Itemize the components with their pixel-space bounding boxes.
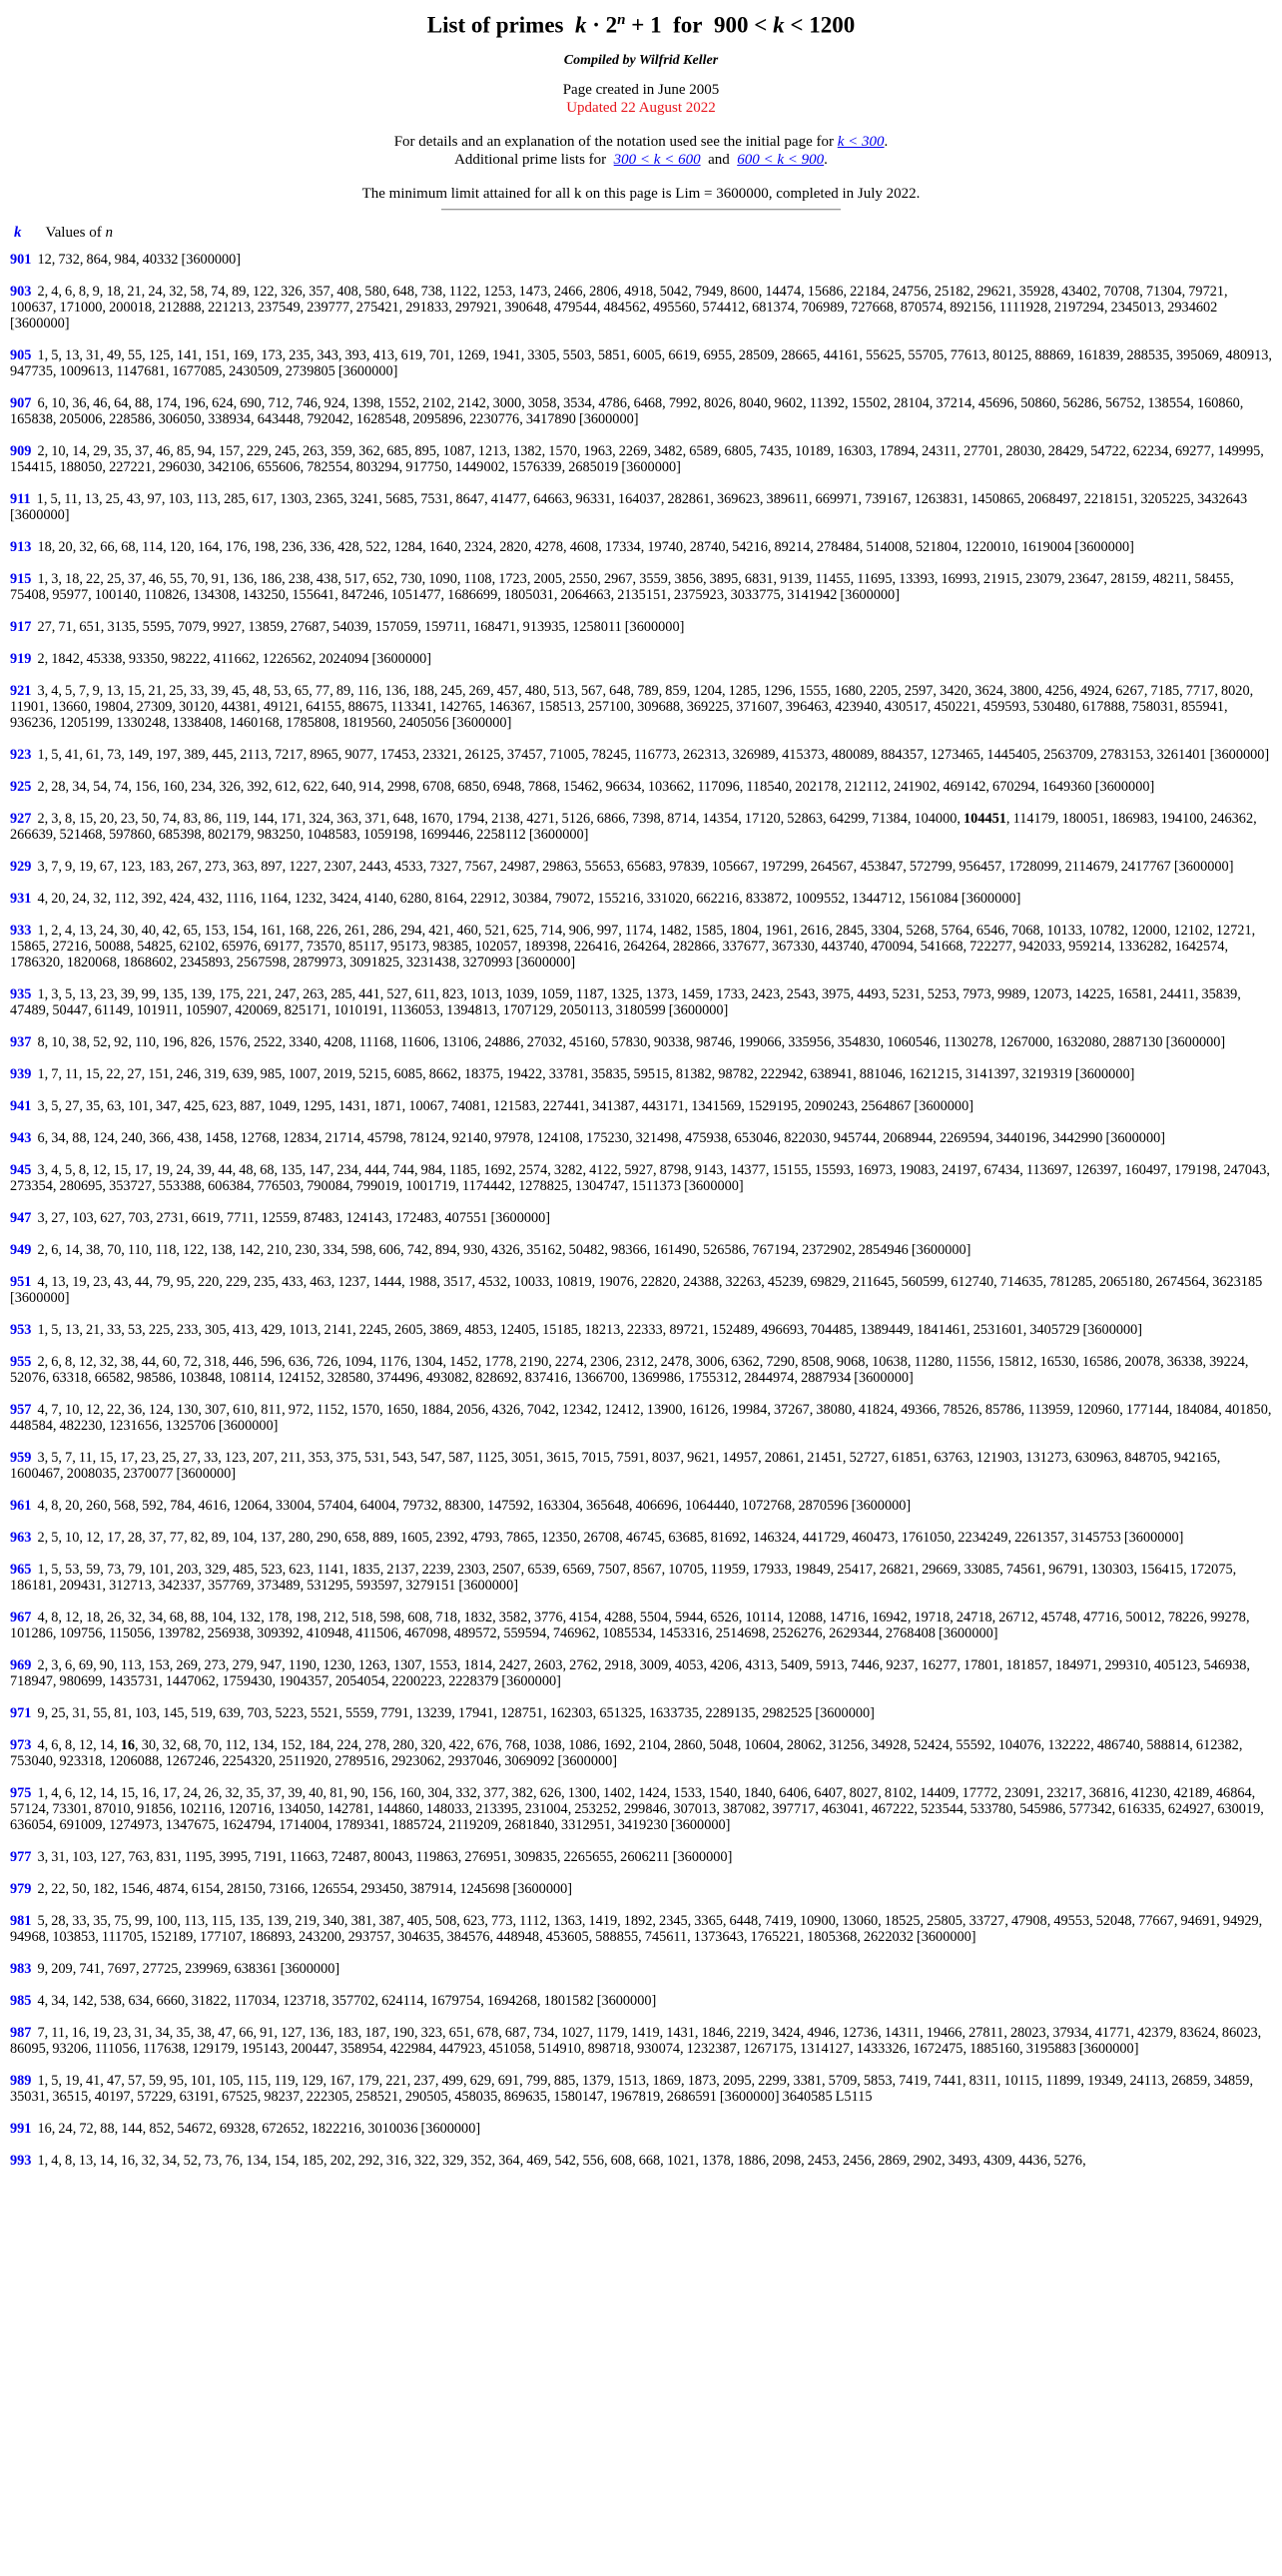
k-value: 933 [10, 922, 32, 939]
n-values: 3, 5, 27, 35, 63, 101, 347, 425, 623, 887, 1049, 1295, 1431, 1871, 10067, 74081, 121583, 227441, 341387, 443171, 1341569, 1529195, 2090243, 2564867 [3600000] [37, 1097, 973, 1114]
list-item [10, 252, 1272, 268]
details-line [10, 133, 1272, 151]
list-item [10, 1274, 1272, 1306]
n-values: 1, 4, 8, 13, 14, 16, 32, 34, 52, 73, 76, 134, 154, 185, 202, 292, 316, 322, 329, 352, 364, 469, 542, 556, 608, 668, 1021, 1378, 1886, 2098, 2453, 2456, 2869, 2902, 3493, 4309, 4436, 5276, [37, 2152, 1086, 2169]
highlighted-n-value: 16 [120, 1736, 136, 1753]
title-formula-n: n [617, 12, 626, 28]
list-item [10, 347, 1272, 379]
n-values: 2, 6, 14, 38, 70, 110, 118, 122, 138, 142, 210, 230, 334, 598, 606, 742, 894, 930, 4326, 35162, 50482, 98366, 161490, 526586, 767194, 2372902, 2854946 [3600000] [37, 1241, 971, 1258]
n-values-continued: , 114179, 180051, 186983, 194100, 246362, 266639, 521468, 597860, 685398, 802179, 983250, 1048583, 1059198, 1699446, 2258112 [3600000] [10, 810, 1257, 843]
k-value: 985 [10, 1992, 32, 2009]
n-values: 1, 3, 18, 22, 25, 37, 46, 55, 70, 91, 136, 186, 238, 438, 517, 652, 730, 1090, 1108, 1723, 2005, 2550, 2967, 3559, 3856, 3895, 6831, 9139, 11455, 11695, 13393, 16993, 21915, 23079, 23647, 28159, 48211, 58455, 75408, 95977, 100140, 110826, 134308, 143250, 155641, 847246, 1051477, 1686699, 1805031, 2064663, 2135151, 2375923, 3033775, 3141942 [3600000] [10, 570, 1234, 603]
additional-line [10, 151, 1272, 169]
n-values: 7, 11, 16, 19, 23, 31, 34, 35, 38, 47, 66, 91, 127, 136, 183, 187, 190, 323, 651, 678, 687, 734, 1027, 1179, 1419, 1431, 1846, 2219, 3424, 4946, 12736, 14311, 19466, 27811, 28023, 37934, 41771, 42379, 83624, 86023, 86095, 93206, 111056, 117638, 129179, 195143, 200447, 358954, 422984, 447923, 451058, 514910, 898718, 930074, 1232387, 1267175, 1314127, 1433326, 1672475, 1885160, 3195883 [3600000] [10, 2024, 1262, 2057]
n-values: 6, 34, 88, 124, 240, 366, 438, 1458, 12768, 12834, 21714, 45798, 78124, 92140, 97978, 124108, 175230, 321498, 475938, 653046, 822030, 945744, 2068944, 2269594, 3440196, 3442990 [3600000] [37, 1129, 1166, 1146]
list-item [10, 1961, 1272, 1977]
header-k: k [14, 224, 22, 241]
n-values: 1, 5, 11, 13, 25, 43, 97, 103, 113, 285, 617, 1303, 2365, 3241, 5685, 7531, 8647, 41477, 64663, 96331, 164037, 282861, 369623, 389611, 669971, 739167, 1263831, 1450865, 2068497, 2218151, 3205225, 3432643 [3600000] [10, 490, 1248, 523]
n-values: 4, 13, 19, 23, 43, 44, 79, 95, 220, 229, 235, 433, 463, 1237, 1444, 1988, 3517, 4532, 10033, 10819, 19076, 22820, 24388, 32263, 45239, 69829, 211645, 560599, 612740, 714635, 781285, 2065180, 2674564, 3623185 [3600000] [10, 1273, 1263, 1306]
list-item [10, 1450, 1272, 1482]
minimum-limit: The minimum limit attained for all k on this page is Lim = 3600000, completed in July 2022. [361, 185, 921, 202]
k-value: 981 [10, 1912, 32, 1929]
n-values: 2, 5, 10, 12, 17, 28, 37, 77, 82, 89, 104, 137, 280, 290, 658, 889, 1605, 2392, 4793, 7865, 12350, 26708, 46745, 63685, 81692, 146324, 441729, 460473, 1761050, 2234249, 2261357, 3145753 [3600000] [37, 1529, 1184, 1546]
title-prefix: List of primes [426, 12, 564, 38]
n-values: 12, 732, 864, 984, 40332 [3600000] [37, 251, 242, 268]
title-formula-dot: · [592, 12, 600, 38]
list-item [10, 1610, 1272, 1641]
n-values: 2, 1842, 45338, 93350, 98222, 411662, 1226562, 2024094 [3600000] [37, 650, 432, 667]
list-item [10, 1881, 1272, 1897]
k-value: 957 [10, 1401, 32, 1418]
n-values: 9, 209, 741, 7697, 27725, 239969, 638361 [3600000] [37, 1960, 340, 1977]
title-formula-k: k [575, 12, 587, 38]
list-item [10, 2153, 1272, 2169]
title-range-k: k [773, 12, 785, 38]
k-value: 949 [10, 1241, 32, 1258]
n-values: 1, 5, 13, 21, 33, 53, 225, 233, 305, 413, 429, 1013, 2141, 2245, 2605, 3869, 4853, 12405, 15185, 18213, 22333, 89721, 152489, 496693, 704485, 1389449, 1841461, 2531601, 3405729 [3600000] [37, 1321, 1143, 1338]
list-item [10, 1066, 1272, 1082]
list-item [10, 1705, 1272, 1721]
entries-list [10, 252, 1272, 2169]
n-values: 4, 20, 24, 32, 112, 392, 424, 432, 1116, 1164, 1232, 3424, 4140, 6280, 8164, 22912, 30384, 79072, 155216, 331020, 662216, 833872, 1009552, 1344712, 1561084 [3600000] [37, 890, 1021, 907]
additional-text: Additional prime lists for [454, 151, 607, 168]
highlighted-n-value: 104451 [963, 810, 1006, 827]
list-item [10, 491, 1272, 523]
k-value: 907 [10, 394, 32, 411]
list-item [10, 891, 1272, 907]
title-formula-rest: + 1 [631, 12, 662, 38]
k-value: 993 [10, 2152, 32, 2169]
k-value: 929 [10, 858, 32, 875]
k-value: 925 [10, 778, 32, 795]
n-values: 1, 5, 53, 59, 73, 79, 101, 203, 329, 485, 523, 623, 1141, 1835, 2137, 2239, 2303, 2507, 6539, 6569, 7507, 8567, 10705, 11959, 17933, 19849, 25417, 26821, 29669, 33085, 74561, 96791, 130303, 156415, 172075, 186181, 209431, 312713, 342337, 357769, 373489, 531295, 593597, 3279151 [3600000] [10, 1561, 1237, 1594]
list-item [10, 443, 1272, 475]
k-value: 951 [10, 1273, 32, 1290]
k-value: 973 [10, 1736, 32, 1753]
n-values: 2, 28, 34, 54, 74, 156, 160, 234, 326, 392, 612, 622, 640, 914, 2998, 6708, 6850, 6948, 7868, 15462, 96634, 103662, 117096, 118540, 202178, 212112, 241902, 469142, 670294, 1649360 [3600000] [37, 778, 1155, 795]
k-value: 959 [10, 1449, 32, 1466]
n-values: 2, 6, 8, 12, 32, 38, 44, 60, 72, 318, 446, 596, 636, 726, 1094, 1176, 1304, 1452, 1778, 2190, 2274, 2306, 2312, 2478, 3006, 6362, 7290, 8508, 9068, 10638, 11280, 11556, 15812, 16530, 16586, 20078, 36338, 39224, 52076, 63318, 66582, 98586, 103848, 108114, 124152, 328580, 374496, 493082, 828692, 837416, 1366700, 1369986, 1755312, 2844974, 2887934 [3600000] [10, 1353, 1249, 1386]
k-value: 927 [10, 810, 32, 827]
list-item [10, 1322, 1272, 1338]
k-value: 945 [10, 1161, 32, 1178]
n-values: 4, 8, 12, 18, 26, 32, 34, 68, 88, 104, 132, 178, 198, 212, 518, 598, 608, 718, 1832, 3582, 3776, 4154, 4288, 5504, 5944, 6526, 10114, 12088, 14716, 16942, 19718, 24718, 26712, 45748, 47716, 50012, 78226, 99278, 101286, 109756, 115056, 139782, 256938, 309392, 410948, 411506, 467098, 489572, 559594, 746962, 1085534, 1453316, 2514698, 2526276, 2629344, 2768408 [3600000] [10, 1609, 1250, 1641]
list-item [10, 1210, 1272, 1226]
n-values: 4, 8, 20, 260, 568, 592, 784, 4616, 12064, 33004, 57404, 64004, 79732, 88300, 147592, 163304, 365648, 406696, 1064440, 1072768, 2870596 [3600000] [37, 1497, 912, 1514]
title-range-start: 900 < [714, 12, 768, 38]
n-values: 4, 6, 8, 12, 14, [37, 1736, 118, 1753]
n-values: 2, 3, 8, 15, 20, 23, 50, 74, 83, 86, 119, 144, 171, 324, 363, 371, 648, 1670, 1794, 2138, 4271, 5126, 6866, 7398, 8714, 14354, 17120, 52863, 64299, 71384, 104000, [37, 810, 961, 827]
n-values: 2, 10, 14, 29, 35, 37, 46, 85, 94, 157, 229, 245, 263, 359, 362, 685, 895, 1087, 1213, 1382, 1570, 1963, 2269, 3482, 6589, 6805, 7435, 10189, 16303, 17894, 24311, 27701, 28030, 28429, 54722, 62234, 69277, 149995, 154415, 188050, 227221, 296030, 342106, 655606, 782554, 803294, 917750, 1449002, 1576339, 2685019 [3600000] [10, 442, 1264, 475]
k-value: 989 [10, 2072, 32, 2089]
initial-page-link[interactable]: k < 300 [837, 133, 885, 150]
k-value: 967 [10, 1609, 32, 1625]
n-values: 16, 24, 72, 88, 144, 852, 54672, 69328, 672652, 1822216, 3010036 [3600000] [37, 2120, 481, 2137]
k-value: 965 [10, 1561, 32, 1578]
header-values: Values of [45, 224, 102, 241]
compiled-by: Compiled by Wilfrid Keller [563, 52, 719, 68]
details-end: . [884, 133, 889, 150]
n-values-continued: , 30, 32, 68, 70, 112, 134, 152, 184, 224, 278, 280, 320, 422, 676, 768, 1038, 1086, 1692, 2104, 2860, 5048, 10604, 28062, 31256, 34928, 52424, 55592, 104076, 132222, 486740, 588814, 612382, 753040, 923318, 1206088, 1267246, 2254320, 2511920, 2789516, 2923062, 2937046, 3069092 [3600000] [10, 1736, 1243, 1769]
k-value: 911 [10, 490, 31, 507]
k-value: 921 [10, 682, 32, 699]
list-item [10, 859, 1272, 875]
list-item [10, 1737, 1272, 1769]
list-item [10, 539, 1272, 555]
list-item [10, 1993, 1272, 2009]
list-item [10, 619, 1272, 635]
k-value: 937 [10, 1033, 32, 1050]
title-for: for [673, 12, 703, 38]
n-values: 3, 5, 7, 11, 15, 17, 23, 25, 27, 33, 123, 207, 211, 353, 375, 531, 543, 547, 587, 1125, 3051, 3615, 7015, 7591, 8037, 9621, 14957, 20861, 21451, 52727, 61851, 63763, 121903, 131273, 630963, 848705, 942165, 1600467, 2008035, 2370077 [3600000] [10, 1449, 1221, 1482]
n-values: 2, 4, 6, 8, 9, 18, 21, 24, 32, 58, 74, 89, 122, 326, 357, 408, 580, 648, 738, 1122, 1253, 1473, 2466, 2806, 4918, 5042, 7949, 8600, 14474, 15686, 22184, 24756, 25182, 29621, 35928, 43402, 70708, 71304, 79721, 100637, 171000, 200018, 212888, 221213, 237549, 239777, 275421, 291833, 297921, 390648, 479544, 484562, 495560, 574412, 681374, 706989, 727668, 870574, 892156, 1111928, 2197294, 2345013, 2934602 [3600000] [10, 283, 1228, 331]
list-item [10, 1354, 1272, 1386]
n-values: 6, 10, 36, 46, 64, 88, 174, 196, 624, 690, 712, 746, 924, 1398, 1552, 2102, 2142, 3000, 3058, 3534, 4786, 6468, 7992, 8026, 8040, 9602, 11392, 15502, 28104, 37214, 45696, 50860, 56286, 56752, 138554, 160860, 165838, 205006, 228586, 306050, 338934, 643448, 792042, 1628548, 2095896, 2230776, 3417890 [3600000] [10, 394, 1244, 427]
k-value: 923 [10, 746, 32, 763]
k-value: 977 [10, 1848, 32, 1865]
k-value: 909 [10, 442, 32, 459]
list-item [10, 1402, 1272, 1434]
list-item [10, 1098, 1272, 1114]
list-item [10, 986, 1272, 1018]
list-300-600-link[interactable]: 300 < k < 600 [613, 151, 701, 168]
k-value: 947 [10, 1209, 32, 1226]
list-item [10, 284, 1272, 331]
list-600-900-link[interactable]: 600 < k < 900 [737, 151, 825, 168]
n-values: 2, 3, 6, 69, 90, 113, 153, 269, 273, 279, 947, 1190, 1230, 1263, 1307, 1553, 1814, 2427, 2603, 2762, 2918, 3009, 4053, 4206, 4313, 5409, 5913, 7446, 9237, 16277, 17801, 181857, 184971, 299310, 405123, 546938, 718947, 980699, 1435731, 1447062, 1759430, 1904357, 2054054, 2200223, 2228379 [3600000] [10, 1656, 1250, 1689]
page [0, 12, 1282, 2169]
n-values: 27, 71, 651, 3135, 5595, 7079, 9927, 13859, 27687, 54039, 157059, 159711, 168471, 913935, 1258011 [3600000] [37, 618, 685, 635]
k-value: 905 [10, 346, 32, 363]
n-values: 2, 22, 50, 182, 1546, 4874, 6154, 28150, 73166, 126554, 293450, 387914, 1245698 [3600000] [37, 1880, 573, 1897]
k-value: 987 [10, 2024, 32, 2041]
page-title [10, 12, 1272, 39]
n-values: 1, 5, 41, 61, 73, 149, 197, 389, 445, 2113, 7217, 8965, 9077, 17453, 23321, 26125, 37457, 71005, 78245, 116773, 262313, 326989, 415373, 480089, 884357, 1273465, 1445405, 2563709, 2783153, 3261401 [3600000] [37, 746, 1270, 763]
k-value: 963 [10, 1529, 32, 1546]
k-value: 913 [10, 538, 32, 555]
n-values: 1, 7, 11, 15, 22, 27, 151, 246, 319, 639, 985, 1007, 2019, 5215, 6085, 8662, 18375, 19422, 33781, 35835, 59515, 81382, 98782, 222942, 638941, 881046, 1621215, 3141397, 3219319 [3600000] [37, 1065, 1135, 1082]
list-item [10, 1657, 1272, 1689]
n-values: 1, 3, 5, 13, 23, 39, 99, 135, 139, 175, 221, 247, 263, 285, 441, 527, 611, 823, 1013, 1039, 1059, 1187, 1325, 1373, 1459, 1733, 2423, 2543, 3975, 4493, 5231, 5253, 7973, 9989, 12073, 14225, 16581, 24411, 35839, 47489, 50447, 61149, 101911, 105907, 420069, 825171, 1010191, 1136053, 1394813, 1707129, 2050113, 3180599 [3600000] [10, 985, 1241, 1018]
n-values: 18, 20, 32, 66, 68, 114, 120, 164, 176, 198, 236, 336, 428, 522, 1284, 1640, 2324, 2820, 4278, 4608, 17334, 19740, 28740, 54216, 89214, 278484, 514008, 521804, 1220010, 1619004 [3600000] [37, 538, 1134, 555]
n-values: 4, 34, 142, 538, 634, 6660, 31822, 117034, 123718, 357702, 624114, 1679754, 1694268, 1801582 [3600000] [37, 1992, 657, 2009]
k-value: 969 [10, 1656, 32, 1673]
k-value: 955 [10, 1353, 32, 1370]
list-item [10, 747, 1272, 763]
list-item [10, 779, 1272, 795]
list-item [10, 1130, 1272, 1146]
k-value: 941 [10, 1097, 32, 1114]
list-item [10, 571, 1272, 603]
list-item [10, 2073, 1272, 2105]
k-value: 935 [10, 985, 32, 1002]
additional-end: . [824, 151, 828, 168]
n-values: 9, 25, 31, 55, 81, 103, 145, 519, 639, 703, 5223, 5521, 5559, 7791, 13239, 17941, 128751, 162303, 651325, 1633735, 2289135, 2982525 [3600000] [37, 1704, 875, 1721]
k-value: 991 [10, 2120, 32, 2137]
n-values: 1, 5, 19, 41, 47, 57, 59, 95, 101, 105, 115, 119, 129, 167, 179, 221, 237, 499, 629, 691, 799, 885, 1379, 1513, 1869, 1873, 2095, 2299, 3381, 5709, 5853, 7419, 7441, 8311, 10115, 11899, 19349, 24113, 26859, 34859, 35031, 36515, 40197, 57229, 63191, 67525, 98237, 222305, 258521, 290505, 458035, 869635, 1580147, 1967819, 2686591 [3600000] 3640585 L5115 [10, 2072, 1254, 2105]
created-date: Page created in June 2005 [562, 81, 720, 98]
n-values: 3, 7, 9, 19, 67, 123, 183, 267, 273, 363, 897, 1227, 2307, 2443, 4533, 7327, 7567, 24987, 29863, 55653, 65683, 97839, 105667, 197299, 264567, 453847, 572799, 956457, 1728099, 2114679, 2417767 [3600000] [37, 858, 1234, 875]
n-values: 1, 5, 13, 31, 49, 55, 125, 141, 151, 169, 173, 235, 343, 393, 413, 619, 701, 1269, 1941, 3305, 5503, 5851, 6005, 6619, 6955, 28509, 28665, 44161, 55625, 55705, 77613, 80125, 88869, 161839, 288535, 395069, 480913, 947735, 1009613, 1147681, 1677085, 2430509, 2739805 [3600000] [10, 346, 1273, 379]
title-formula-base: 2 [605, 12, 618, 38]
list-item [10, 1849, 1272, 1865]
k-value: 975 [10, 1784, 32, 1801]
k-value: 983 [10, 1960, 32, 1977]
k-value: 915 [10, 570, 32, 587]
k-value: 961 [10, 1497, 32, 1514]
additional-and: and [708, 151, 730, 168]
k-value: 919 [10, 650, 32, 667]
k-value: 903 [10, 283, 32, 300]
n-values: 5, 28, 33, 35, 75, 99, 100, 113, 115, 135, 139, 219, 340, 381, 387, 405, 508, 623, 773, 1112, 1363, 1419, 1892, 2345, 3365, 6448, 7419, 10900, 13060, 18525, 25805, 33727, 47908, 49553, 52048, 77667, 94691, 94929, 94968, 103853, 111705, 152189, 177107, 186893, 243200, 293757, 304635, 384576, 448948, 453605, 588855, 745611, 1373643, 1765221, 1805368, 2622032 [3600000] [10, 1912, 1263, 1945]
list-item [10, 395, 1272, 427]
list-item [10, 923, 1272, 970]
title-range-end: < 1200 [790, 12, 856, 38]
list-item [10, 1034, 1272, 1050]
list-item [10, 1562, 1272, 1594]
list-item [10, 2025, 1272, 2057]
n-values: 3, 4, 5, 8, 12, 15, 17, 19, 24, 39, 44, 48, 68, 135, 147, 234, 444, 744, 984, 1185, 1692, 2574, 3282, 4122, 5927, 8798, 9143, 14377, 15155, 15593, 16973, 19083, 24197, 67434, 113697, 126397, 160497, 179198, 247043, 273354, 280695, 353727, 553388, 606384, 776503, 790084, 799019, 1001719, 1174442, 1278825, 1304747, 1511373 [3600000] [10, 1161, 1270, 1194]
k-value: 901 [10, 251, 32, 268]
list-item [10, 1242, 1272, 1258]
k-value: 917 [10, 618, 32, 635]
list-item [10, 1530, 1272, 1546]
list-item [10, 1498, 1272, 1514]
list-item [10, 651, 1272, 667]
details-text: For details and an explanation of the notation used see the initial page for [393, 133, 834, 150]
k-value: 979 [10, 1880, 32, 1897]
k-value: 953 [10, 1321, 32, 1338]
list-item [10, 811, 1272, 843]
header-n: n [105, 224, 113, 241]
n-values: 1, 2, 4, 13, 24, 30, 40, 42, 65, 153, 154, 161, 168, 226, 261, 286, 294, 421, 460, 521, 625, 714, 906, 997, 1174, 1482, 1585, 1804, 1961, 2616, 2845, 3304, 5268, 5764, 6546, 7068, 10133, 10782, 12000, 12102, 12721, 15865, 27216, 50088, 54825, 62102, 65976, 69177, 73570, 85117, 95173, 98385, 102057, 189398, 226416, 264264, 282866, 337677, 367330, 443740, 470094, 541668, 722277, 942033, 959214, 1336282, 1642574, 1786320, 1820068, 1868602, 2345893, 2567598, 2879973, 3091825, 3231438, 3270993 [3600000] [10, 922, 1256, 970]
updated-date: Updated 22 August 2022 [566, 99, 716, 116]
n-values: 3, 4, 5, 7, 9, 13, 15, 21, 25, 33, 39, 45, 48, 53, 65, 77, 89, 116, 136, 188, 245, 269, 457, 480, 513, 567, 648, 789, 859, 1204, 1285, 1296, 1555, 1680, 2205, 2597, 3420, 3624, 3800, 4256, 4924, 6267, 7185, 7717, 8020, 11901, 13660, 19804, 27309, 30120, 44381, 49121, 64155, 88675, 113341, 142765, 146367, 158513, 257100, 309688, 369225, 371607, 396463, 423940, 430517, 450221, 459593, 530480, 617888, 758031, 855941, 936236, 1205199, 1330248, 1338408, 1460168, 1785808, 1819560, 2405056 [3600000] [10, 682, 1254, 731]
list-item [10, 2121, 1272, 2137]
n-values: 4, 7, 10, 12, 22, 36, 124, 130, 307, 610, 811, 972, 1152, 1570, 1650, 1884, 2056, 4326, 7042, 12342, 12412, 13900, 16126, 19984, 37267, 38080, 41824, 49366, 78526, 85786, 113959, 120960, 177144, 184084, 401850, 448584, 482230, 1231656, 1325706 [3600000] [10, 1401, 1272, 1434]
list-item [10, 1162, 1272, 1194]
n-values: 1, 4, 6, 12, 14, 15, 16, 17, 24, 26, 32, 35, 37, 39, 40, 81, 90, 156, 160, 304, 332, 377, 382, 626, 1300, 1402, 1424, 1533, 1540, 1840, 6406, 6407, 8027, 8102, 14409, 17772, 23091, 23217, 36816, 41230, 42189, 46864, 57124, 73301, 87010, 91856, 102116, 120716, 134050, 142781, 144860, 148033, 213395, 231004, 253252, 299846, 307013, 387082, 397717, 463041, 467222, 523544, 533780, 545986, 577342, 616335, 624927, 630019, 636054, 691009, 1274973, 1347675, 1624794, 1714004, 1789341, 1885724, 2119209, 2681840, 3312951, 3419230 [3600000] [10, 1784, 1264, 1833]
k-value: 971 [10, 1704, 32, 1721]
k-value: 931 [10, 890, 32, 907]
k-value: 943 [10, 1129, 32, 1146]
list-item [10, 1785, 1272, 1833]
list-item [10, 1913, 1272, 1945]
n-values: 8, 10, 38, 52, 92, 110, 196, 826, 1576, 2522, 3340, 4208, 11168, 11606, 13106, 24886, 27032, 45160, 57830, 90338, 98746, 199066, 335956, 354830, 1060546, 1130278, 1267000, 1632080, 2887130 [3600000] [37, 1033, 1226, 1050]
n-values: 3, 27, 103, 627, 703, 2731, 6619, 7711, 12559, 87483, 124143, 172483, 407551 [3600000] [37, 1209, 551, 1226]
table-header [10, 225, 1272, 242]
k-value: 939 [10, 1065, 32, 1082]
divider [441, 209, 841, 211]
n-values: 3, 31, 103, 127, 763, 831, 1195, 3995, 7191, 11663, 72487, 80043, 119863, 276951, 309835, 2265655, 2606211 [3600000] [37, 1848, 733, 1865]
list-item [10, 683, 1272, 731]
